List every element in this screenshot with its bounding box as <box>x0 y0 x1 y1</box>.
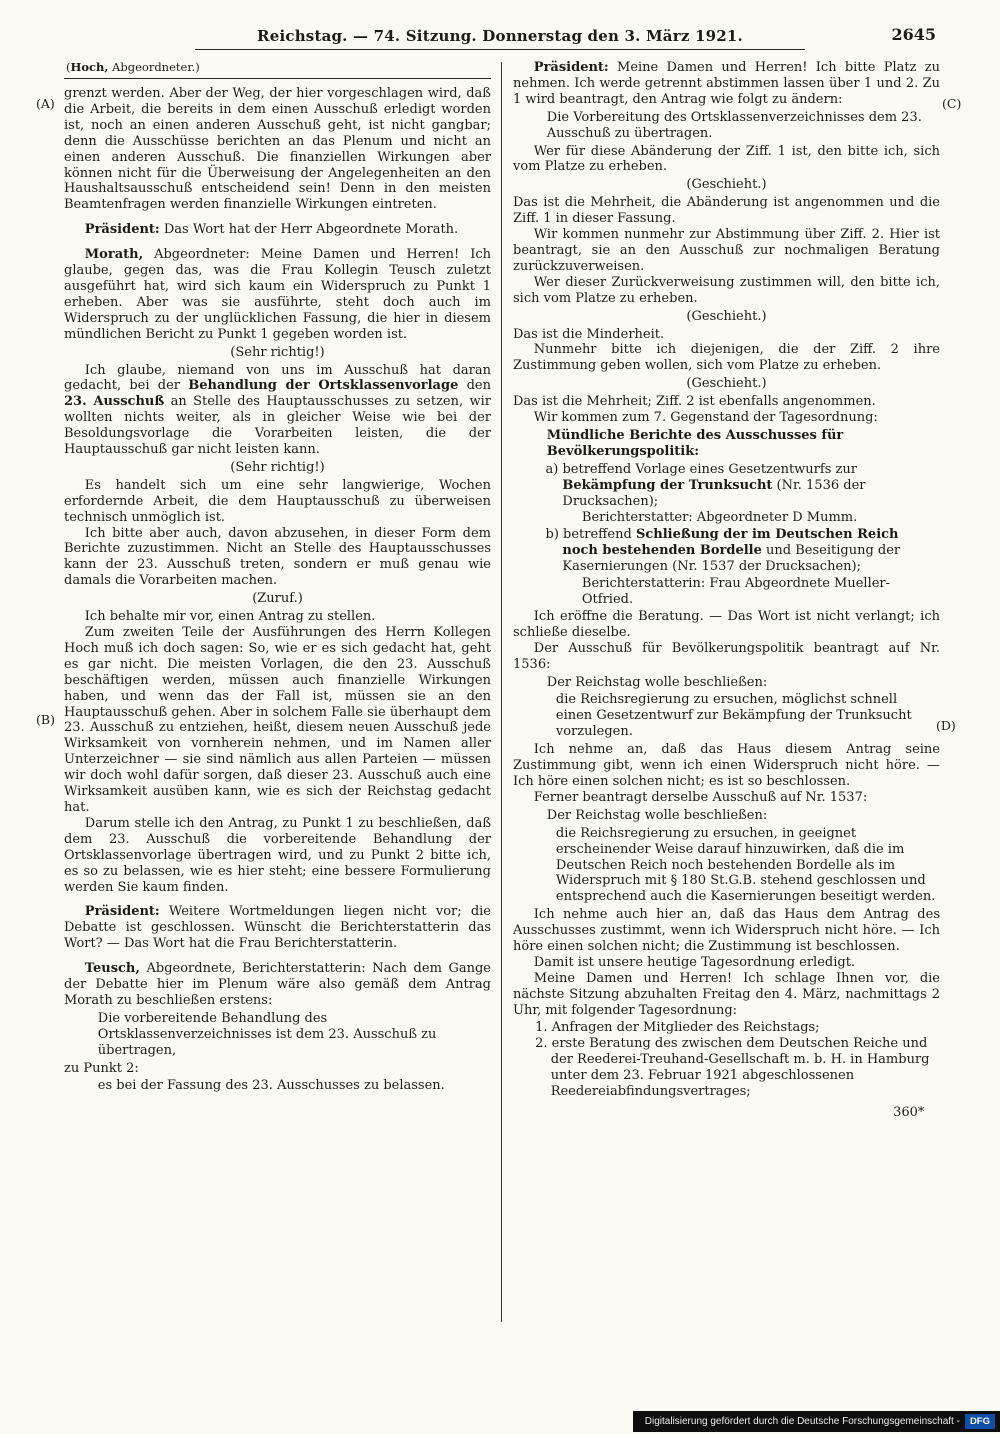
text-block-p: Zum zweiten Teile der Ausführungen des Herrn Kollegen Hoch muß ich doch sagen: So, wie er es sich gedacht hat, geht es gar nicht. Die meisten Vorlagen, die den 23. Ausschuß beschäftigen werden, müssen auch finanzielle Wirkungen haben, und wenn das der Fall ist, müssen sie an den Hauptausschuß gehen. Aber in solchem Falle sie überhaupt dem 23. Ausschuß zu entziehen, heißt, diesem neuen Ausschuß jede Wirksamkeit von vornherein nehmen, und im Namen aller Unterzeichner — sie sind nämlich aus allen Parteien — müssen wir doch wohl dafür sorgen, daß dieser 23. Ausschuß auch eine Wirksamkeit ausüben kann, wie es sich der Reichstag gedacht hat. <box>64 625 491 815</box>
text-block-ber: Berichterstatter: Abgeordneter D Mumm. <box>581 510 858 526</box>
text-block-p: Ich eröffne die Beratung. — Das Wort ist nicht verlangt; ich schließe dieselbe. <box>513 608 940 640</box>
text-block-p: Wir kommen zum 7. Gegenstand der Tagesordnung: <box>533 410 878 426</box>
text-block-q: Der Reichstag wolle beschließen: <box>546 674 768 690</box>
text-block-p: Meine Damen und Herren! Ich schlage Ihnen vor, die nächste Sitzung abzuhalten Freitag den 4. März, nachmittags 2 Uhr, mit folgender Tagesordnung: <box>513 970 940 1018</box>
text-block-p: Ich nehme auch hier an, daß das Haus dem Antrag des Ausschusses zustimmt, wenn ich Widerspruch nicht höre. — Ich höre einen solchen nicht; die Zustimmung ist beschlossen. <box>513 907 940 955</box>
text-block-q: Die vorbereitende Behandlung des Ortsklassenverzeichnisses ist dem 23. Ausschuß zu übertragen, <box>97 1010 437 1058</box>
text-block-p: Ich nehme an, daß das Haus diesem Antrag seine Zustimmung gibt, wenn ich einen Widerspruch nicht höre. — Ich höre einen solchen nicht; es ist so beschlossen. <box>513 742 940 789</box>
text-block-li: a) betreffend Vorlage eines Gesetzentwurfs zur Bekämpfung der Trunksucht (Nr. 1536 der Drucksachen); <box>545 461 866 509</box>
dfg-logo-icon: DFG <box>965 1414 995 1430</box>
text-block-p: Der Ausschuß für Bevölkerungspolitik beantragt auf Nr. 1536: <box>513 640 940 672</box>
text-block-c: (Sehr richtig!) <box>230 459 325 475</box>
text-block-q2: die Reichsregierung zu ersuchen, in geeignet erscheinender Weise darauf hinzuwirken, daß die im Deutschen Reich noch bestehenden Bordelle als im Widerspruch mit § 180 St.G.B. stehend geschlossen und entsprechend auch die Kasernierungen beseitigt werden. <box>555 825 936 905</box>
text-block-sp: Präsident: Meine Damen und Herren! Ich bitte Platz zu nehmen. Ich werde getrennt abstimmen lassen über 1 und 2. Zu 1 wird beantragt, den Antrag wie folgt zu ändern: <box>513 60 940 107</box>
text-block-q2: die Reichsregierung zu ersuchen, möglichst schnell einen Gesetzentwurf zur Bekämpfung der Trunksucht vorzulegen. <box>555 692 912 740</box>
text-block-p: Darum stelle ich den Antrag, zu Punkt 1 zu beschließen, daß dem 23. Ausschuß die vorbereitende Behandlung der Ortsklassenvorlage übertragen wird, und zu Punkt 2 bitte ich, es so zu belassen, wie es hier steht; eine bessere Formulierung werden Sie kaum finden. <box>64 815 491 895</box>
text-block-ber: Berichterstatterin: Frau Abgeordnete Mueller-Otfried. <box>581 576 891 607</box>
text-block-pn: Das ist die Minderheit. <box>513 326 665 342</box>
margin-label-a: (A) <box>36 96 55 111</box>
text-block-p: Wer dieser Zurückverweisung zustimmen will, den bitte ich, sich vom Platze zu erheben. <box>513 274 940 306</box>
text-block-p: Wer für diese Abänderung der Ziff. 1 ist, den bitte ich, sich vom Platze zu erheben. <box>513 143 940 175</box>
text-block-p: Ich glaube, niemand von uns im Ausschuß hat daran gedacht, bei der Behandlung der Ortsklassenvorlage den 23. Ausschuß an Stelle des Hauptausschusses zu setzen, wir wollten nichts weiter, als in gleicher Weise wie bei der Besoldungsvorlage die Vorarbeiten leisten, die der Hauptausschuß gar nicht leisten kann. <box>64 362 491 458</box>
margin-label-b: (B) <box>36 712 55 727</box>
text-block-li: b) betreffend Schließung der im Deutschen Reich noch bestehenden Bordelle und Beseitigung der Kasernierungen (Nr. 1537 der Drucksachen); <box>545 527 901 575</box>
text-block-p: Es handelt sich um eine sehr langwierige, Wochen erfordernde Arbeit, die dem Hauptausschuß zu überweisen technisch unmöglich ist. <box>64 477 491 525</box>
text-block-p: Ferner beantragt derselbe Ausschuß auf Nr. 1537: <box>533 789 868 805</box>
text-block-p: Ich bitte aber auch, davon abzusehen, in dieser Form dem Berichte zuzustimmen. Nicht an Stelle des Hauptausschusses kann der 23. Ausschuß treten, sondern er muß genau wie damals die Vorarbeiten machen. <box>64 525 491 589</box>
text-block-q: Die Vorbereitung des Ortsklassenverzeichnisses dem 23. Ausschuß zu übertragen. <box>546 109 922 141</box>
text-block-p: Nunmehr bitte ich diejenigen, die der Ziff. 2 ihre Zustimmung geben wollen, sich vom Platze zu erheben. <box>513 342 940 374</box>
text-block-p: Wir kommen nunmehr zur Abstimmung über Ziff. 2. Hier ist beantragt, sie an den Ausschuß zur nochmaligen Beratung zurückzuverweisen. <box>513 227 940 274</box>
text-block-p: Damit ist unsere heutige Tagesordnung erledigt. <box>533 954 856 970</box>
margin-label-d: (D) <box>936 718 956 733</box>
text-block-c: (Sehr richtig!) <box>230 344 325 360</box>
text-block-q: es bei der Fassung des 23. Ausschusses zu belassen. <box>97 1078 445 1094</box>
text-columns <box>0 50 1000 1328</box>
text-block-sp: Präsident: Weitere Wortmeldungen liegen nicht vor; die Debatte ist geschlossen. Wünscht die Berichterstatterin das Wort? — Das Wort hat die Frau Berichterstatterin. <box>64 904 491 952</box>
text-block-sp: Morath, Abgeordneter: Meine Damen und Herren! Ich glaube, gegen das, was die Frau Kollegin Teusch zuletzt ausgeführt hat, wird sich kaum ein Widerspruch zu Punkt 1 erheben. Aber was sie ausführte, steht doch auch im Widerspruch zu der unglücklichen Fassung, die hier in diesem mündlichen Bericht zu Punkt 1 gegeben worden ist. <box>64 247 491 342</box>
text-block-pn: zu Punkt 2: <box>64 1060 139 1076</box>
text-block-pn: Das ist die Mehrheit, die Abänderung ist angenommen und die Ziff. 1 in dieser Fassung. <box>513 195 940 227</box>
text-block-c: (Geschieht.) <box>686 376 767 392</box>
page-header <box>0 0 1000 45</box>
text-block-cont: (Hoch, Abgeordneter.) <box>64 60 491 79</box>
text-block-sig: 360* <box>893 1105 925 1121</box>
column-divider <box>501 62 502 1322</box>
page-number: 2645 <box>891 25 936 44</box>
digitization-footer <box>633 1411 1000 1432</box>
text-block-c: (Geschieht.) <box>686 177 767 193</box>
right-column <box>513 60 940 1328</box>
text-block-ln: 1. Anfragen der Mitglieder des Reichstags; <box>535 1019 820 1035</box>
text-block-c: (Geschieht.) <box>686 308 767 324</box>
text-block-ln: 2. erste Beratung des zwischen dem Deutschen Reiche und der Reederei-Treuhand-Gesellschaft m. b. H. in Hamburg unter dem 23. Februar 1921 abgeschlossenen Reedereiabfindungsvertrages; <box>535 1036 930 1100</box>
text-block-pn: grenzt werden. Aber der Weg, der hier vorgeschlagen wird, daß die Arbeit, die bereits in dem einen Ausschuß erledigt worden ist, noch an einen anderen Ausschuß geht, ist nicht gangbar; denn die Ausschüsse berichten an das Plenum und nicht an einen anderen Ausschuß. Die finanziellen Wirkungen aber können nicht für die Überweisung der Angelegenheiten an den Haushaltsausschuß entscheidend sein! Denn in den meisten Beamtenfragen werden finanzielle Wirkungen eintreten. <box>64 86 491 213</box>
text-block-sp: Präsident: Das Wort hat der Herr Abgeordnete Morath. <box>84 222 459 238</box>
text-block-sp: Teusch, Abgeordnete, Berichterstatterin: Nach dem Gange der Debatte hier im Plenum wäre also gemäß dem Antrag Morath zu beschließen erstens: <box>64 961 491 1008</box>
page-title: Reichstag. — 74. Sitzung. Donnerstag den 3. März 1921. <box>257 27 743 45</box>
text-block-q: Der Reichstag wolle beschließen: <box>546 807 768 823</box>
text-block-c: (Zuruf.) <box>252 591 303 607</box>
margin-label-c: (C) <box>942 96 962 111</box>
left-column <box>64 60 491 1328</box>
text-block-p: Ich behalte mir vor, einen Antrag zu stellen. <box>84 609 376 625</box>
text-block-q: Mündliche Berichte des Ausschusses für Bevölkerungspolitik: <box>546 427 844 459</box>
text-block-pn: Das ist die Mehrheit; Ziff. 2 ist ebenfalls angenommen. <box>513 394 876 410</box>
digitization-credit-text: Digitalisierung gefördert durch die Deutsche Forschungsgemeinschaft - <box>644 1416 960 1427</box>
